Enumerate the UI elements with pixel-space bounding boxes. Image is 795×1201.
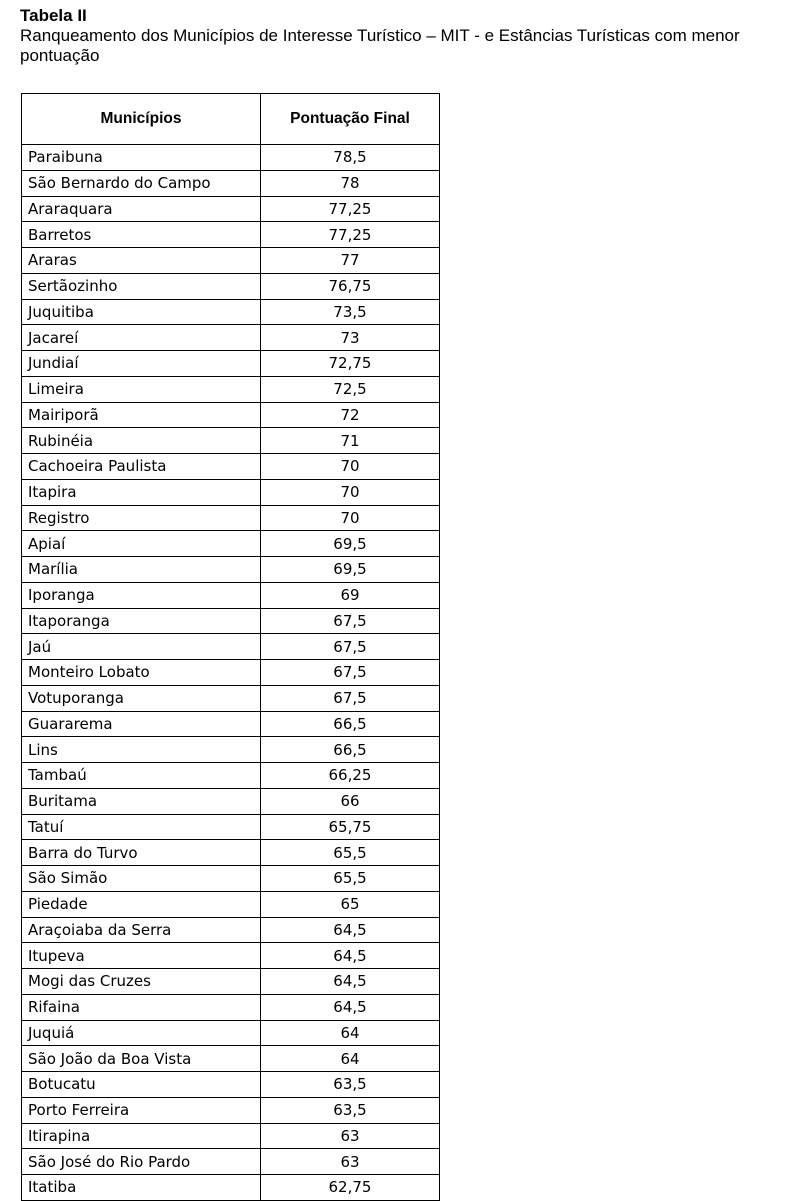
pontuacao-cell: 63	[261, 1123, 440, 1149]
pontuacao-cell: 64,5	[261, 917, 440, 943]
table-row	[22, 248, 440, 274]
table-row	[22, 557, 440, 583]
pontuacao-cell: 66,25	[261, 763, 440, 789]
table-row	[22, 325, 440, 351]
municipio-cell: Registro	[22, 505, 261, 531]
municipio-cell: Sertãozinho	[22, 273, 261, 299]
table-row	[22, 814, 440, 840]
municipio-cell: Marília	[22, 557, 261, 583]
pontuacao-cell: 69,5	[261, 557, 440, 583]
pontuacao-cell: 64,5	[261, 969, 440, 995]
table-row	[22, 1175, 440, 1201]
municipio-cell: Itapira	[22, 479, 261, 505]
municipio-cell: Jaú	[22, 634, 261, 660]
pontuacao-cell: 73	[261, 325, 440, 351]
pontuacao-cell: 64,5	[261, 943, 440, 969]
column-header-municipios: Municípios	[22, 94, 261, 145]
table-row	[22, 840, 440, 866]
municipio-cell: Mairiporã	[22, 402, 261, 428]
pontuacao-cell: 70	[261, 505, 440, 531]
pontuacao-cell: 69,5	[261, 531, 440, 557]
table-row	[22, 660, 440, 686]
pontuacao-cell: 66,5	[261, 737, 440, 763]
municipio-cell: Araçoiaba da Serra	[22, 917, 261, 943]
municipio-cell: Piedade	[22, 891, 261, 917]
table-row	[22, 763, 440, 789]
pontuacao-cell: 65,5	[261, 866, 440, 892]
municipio-cell: Votuporanga	[22, 685, 261, 711]
municipio-cell: Porto Ferreira	[22, 1097, 261, 1123]
municipio-cell: Iporanga	[22, 582, 261, 608]
municipio-cell: São Bernardo do Campo	[22, 170, 261, 196]
table-row	[22, 1149, 440, 1175]
pontuacao-cell: 65,75	[261, 814, 440, 840]
municipio-cell: Itirapina	[22, 1123, 261, 1149]
pontuacao-cell: 72	[261, 402, 440, 428]
table-row	[22, 505, 440, 531]
table-row	[22, 376, 440, 402]
table-row	[22, 531, 440, 557]
table-row	[22, 1072, 440, 1098]
table-row	[22, 711, 440, 737]
pontuacao-cell: 63,5	[261, 1072, 440, 1098]
table-row	[22, 273, 440, 299]
pontuacao-cell: 67,5	[261, 660, 440, 686]
pontuacao-cell: 70	[261, 479, 440, 505]
municipio-cell: Juquiá	[22, 1020, 261, 1046]
table-row	[22, 943, 440, 969]
pontuacao-cell: 77,25	[261, 222, 440, 248]
municipio-cell: Jacareí	[22, 325, 261, 351]
municipio-cell: Rubinéia	[22, 428, 261, 454]
pontuacao-cell: 65,5	[261, 840, 440, 866]
municipio-cell: Paraibuna	[22, 145, 261, 171]
pontuacao-cell: 72,75	[261, 351, 440, 377]
municipio-cell: Rifaina	[22, 994, 261, 1020]
table-row	[22, 634, 440, 660]
table-row	[22, 891, 440, 917]
municipio-cell: Juquitiba	[22, 299, 261, 325]
pontuacao-cell: 71	[261, 428, 440, 454]
table-title: Ranqueamento dos Municípios de Interesse Turístico – MIT - e Estâncias Turísticas com menor pontuação	[20, 26, 740, 65]
table-row	[22, 866, 440, 892]
pontuacao-cell: 78,5	[261, 145, 440, 171]
column-header-pontuacao: Pontuação Final	[261, 94, 440, 145]
table-row	[22, 1123, 440, 1149]
municipio-cell: Barretos	[22, 222, 261, 248]
pontuacao-cell: 69	[261, 582, 440, 608]
municipio-cell: Cachoeira Paulista	[22, 454, 261, 480]
table-row	[22, 454, 440, 480]
pontuacao-cell: 66	[261, 788, 440, 814]
table-row	[22, 1097, 440, 1123]
pontuacao-cell: 73,5	[261, 299, 440, 325]
table-row	[22, 917, 440, 943]
pontuacao-cell: 65	[261, 891, 440, 917]
table-row	[22, 479, 440, 505]
table-body	[22, 145, 440, 1201]
pontuacao-cell: 72,5	[261, 376, 440, 402]
municipio-cell: Guararema	[22, 711, 261, 737]
table-row	[22, 685, 440, 711]
table-row	[22, 737, 440, 763]
pontuacao-cell: 63,5	[261, 1097, 440, 1123]
municipio-cell: Limeira	[22, 376, 261, 402]
pontuacao-cell: 66,5	[261, 711, 440, 737]
municipio-cell: Monteiro Lobato	[22, 660, 261, 686]
municipio-cell: São Simão	[22, 866, 261, 892]
table-row	[22, 1046, 440, 1072]
table-row	[22, 788, 440, 814]
table-row	[22, 170, 440, 196]
pontuacao-cell: 62,75	[261, 1175, 440, 1201]
pontuacao-cell: 64	[261, 1020, 440, 1046]
municipio-cell: Itaporanga	[22, 608, 261, 634]
municipio-cell: Araras	[22, 248, 261, 274]
pontuacao-cell: 77,25	[261, 196, 440, 222]
municipio-cell: Tatuí	[22, 814, 261, 840]
pontuacao-cell: 77	[261, 248, 440, 274]
municipio-cell: São João da Boa Vista	[22, 1046, 261, 1072]
pontuacao-cell: 64,5	[261, 994, 440, 1020]
municipio-cell: Botucatu	[22, 1072, 261, 1098]
municipio-cell: Itatiba	[22, 1175, 261, 1201]
table-row	[22, 608, 440, 634]
municipio-cell: Lins	[22, 737, 261, 763]
pontuacao-cell: 78	[261, 170, 440, 196]
municipio-cell: São José do Rio Pardo	[22, 1149, 261, 1175]
municipio-cell: Apiaí	[22, 531, 261, 557]
table-row	[22, 222, 440, 248]
pontuacao-cell: 70	[261, 454, 440, 480]
table-row	[22, 1020, 440, 1046]
table-row	[22, 994, 440, 1020]
municipio-cell: Araraquara	[22, 196, 261, 222]
pontuacao-cell: 63	[261, 1149, 440, 1175]
table-row	[22, 145, 440, 171]
municipio-cell: Itupeva	[22, 943, 261, 969]
pontuacao-cell: 76,75	[261, 273, 440, 299]
municipio-cell: Mogi das Cruzes	[22, 969, 261, 995]
municipio-cell: Tambaú	[22, 763, 261, 789]
municipio-cell: Barra do Turvo	[22, 840, 261, 866]
table-row	[22, 969, 440, 995]
pontuacao-cell: 67,5	[261, 685, 440, 711]
document-header	[20, 6, 780, 66]
table-row	[22, 299, 440, 325]
table-row	[22, 402, 440, 428]
pontuacao-cell: 64	[261, 1046, 440, 1072]
pontuacao-cell: 67,5	[261, 608, 440, 634]
table-label: Tabela II	[20, 6, 87, 25]
ranking-table	[21, 93, 440, 1201]
table-row	[22, 582, 440, 608]
table-row	[22, 428, 440, 454]
table-row	[22, 196, 440, 222]
pontuacao-cell: 67,5	[261, 634, 440, 660]
municipio-cell: Buritama	[22, 788, 261, 814]
table-row	[22, 351, 440, 377]
municipio-cell: Jundiaí	[22, 351, 261, 377]
table-header-row	[22, 94, 440, 145]
